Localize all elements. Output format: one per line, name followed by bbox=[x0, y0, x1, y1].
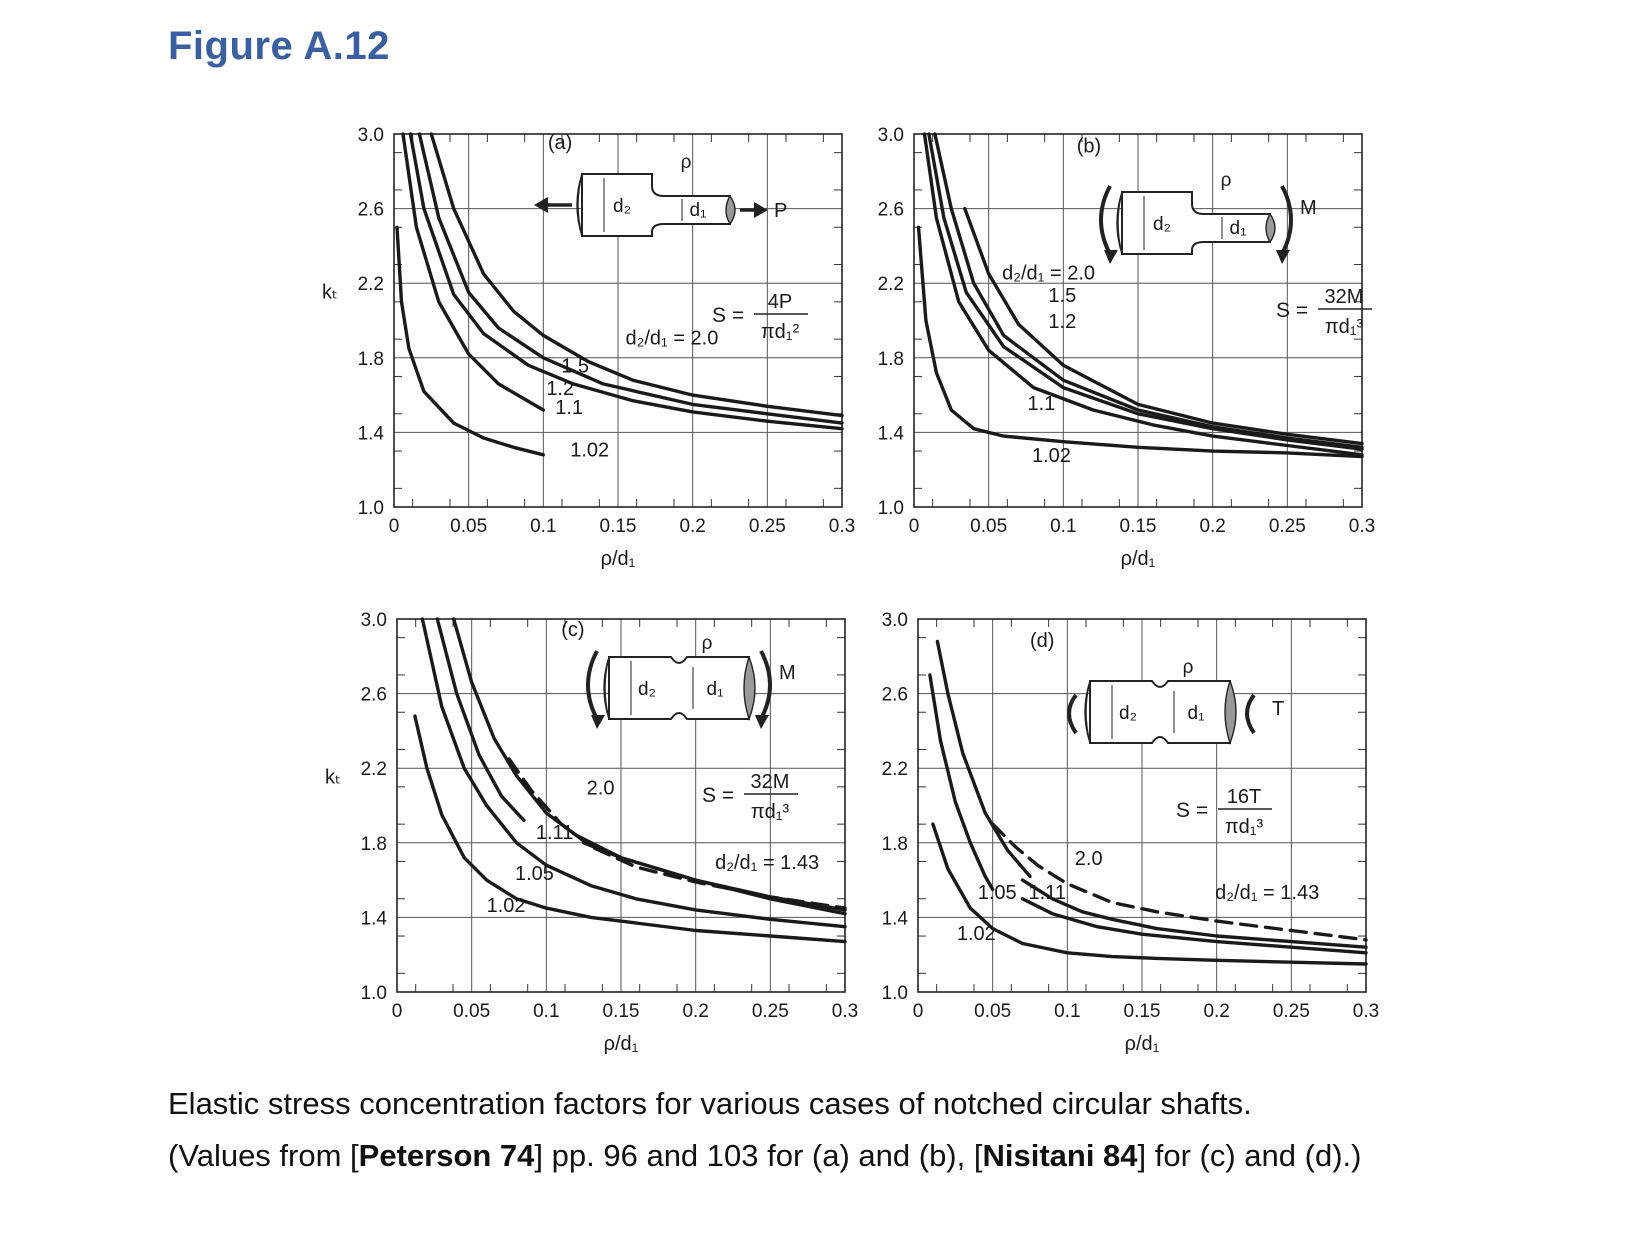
series-line-1.02 bbox=[415, 716, 845, 942]
d2-label: d₂ bbox=[1153, 214, 1171, 235]
curve-label-1.05: 1.05 bbox=[977, 881, 1017, 904]
curve-label-d-d-1.43: d₂/d₁ = 1.43 bbox=[715, 851, 820, 874]
curve-label-1.11: 1.11 bbox=[535, 822, 574, 845]
x-tick-label: 0.15 bbox=[602, 1001, 640, 1022]
y-tick-label: 2.2 bbox=[360, 759, 387, 781]
load-label: M bbox=[1300, 197, 1317, 219]
curve-label-d-d-1.43: d₂/d₁ = 1.43 bbox=[1215, 881, 1320, 904]
x-tick-label: 0.25 bbox=[751, 1001, 789, 1022]
arrowhead-down-icon bbox=[755, 715, 769, 729]
formula-numerator: 4P bbox=[767, 291, 793, 313]
x-tick-label: 0.2 bbox=[679, 516, 706, 537]
series-line-1.11 bbox=[937, 641, 1030, 876]
torque-arrow-left bbox=[1069, 695, 1076, 733]
curve-label-1.5: 1.5 bbox=[561, 355, 590, 378]
x-tick-label: 0 bbox=[388, 516, 400, 537]
x-tick-label: 0 bbox=[391, 1001, 403, 1022]
y-tick-label: 1.8 bbox=[881, 833, 908, 855]
shaft-outline bbox=[609, 657, 749, 719]
arrowhead-down-icon bbox=[591, 715, 605, 729]
curve-label-d-d-2.0: d₂/d₁ = 2.0 bbox=[1002, 262, 1096, 285]
d1-label: d₁ bbox=[1229, 218, 1247, 239]
formula-numerator: 16T bbox=[1226, 786, 1262, 808]
specimen-sketch bbox=[1101, 170, 1317, 264]
y-axis-label: kₜ bbox=[325, 766, 341, 789]
formula-denominator: πd₁³ bbox=[1324, 316, 1364, 338]
x-tick-label: 0.05 bbox=[970, 516, 1008, 537]
y-tick-label: 1.8 bbox=[360, 833, 387, 855]
load-label: P bbox=[774, 200, 788, 222]
x-tick-label: 0 bbox=[908, 516, 920, 537]
x-tick-label: 0.2 bbox=[682, 1001, 709, 1022]
caption-ref-peterson: Peterson 74 bbox=[358, 1138, 535, 1173]
y-tick-label: 2.2 bbox=[877, 274, 904, 296]
load-label: M bbox=[779, 662, 796, 684]
arrowhead-down-icon bbox=[1276, 250, 1290, 264]
y-tick-label: 1.0 bbox=[877, 498, 904, 519]
x-tick-label: 0.05 bbox=[453, 1001, 491, 1022]
d1-label: d₁ bbox=[1187, 703, 1205, 724]
curve-label-1.2: 1.2 bbox=[546, 378, 575, 401]
specimen-sketch bbox=[534, 152, 787, 236]
curve-label-2.0: 2.0 bbox=[1074, 848, 1103, 871]
panel-c bbox=[325, 610, 858, 1055]
d2-label: d₂ bbox=[1119, 703, 1137, 724]
x-axis-label: ρ/d₁ bbox=[1124, 1033, 1160, 1055]
y-tick-label: 2.6 bbox=[881, 684, 908, 706]
x-tick-label: 0.2 bbox=[1203, 1001, 1230, 1022]
y-tick-label: 3.0 bbox=[360, 610, 387, 631]
x-tick-label: 0.3 bbox=[1348, 516, 1376, 537]
x-tick-label: 0.1 bbox=[533, 1001, 560, 1022]
curve-label-2.0: 2.0 bbox=[586, 777, 615, 800]
y-tick-label: 1.4 bbox=[360, 908, 387, 930]
y-tick-label: 3.0 bbox=[881, 610, 908, 631]
x-axis-label: ρ/d₁ bbox=[1120, 548, 1156, 570]
caption-text-1: Elastic stress concentration factors for various cases of notched circular shafts. bbox=[168, 1086, 1252, 1121]
figure-caption bbox=[168, 1078, 1498, 1182]
x-tick-label: 0.3 bbox=[1352, 1001, 1380, 1022]
x-tick-label: 0.1 bbox=[1050, 516, 1077, 537]
d2-label: d₂ bbox=[638, 679, 656, 700]
rho-label: ρ bbox=[701, 633, 713, 654]
y-tick-label: 1.4 bbox=[877, 423, 904, 445]
curve-label-1.11: 1.11 bbox=[1028, 881, 1066, 904]
curve-label-1.1: 1.1 bbox=[1027, 393, 1056, 416]
y-tick-label: 2.2 bbox=[881, 759, 908, 781]
y-tick-label: 2.6 bbox=[357, 199, 384, 221]
y-tick-label: 3.0 bbox=[877, 125, 904, 146]
curve-label-1.05: 1.05 bbox=[514, 863, 554, 886]
x-tick-label: 0.15 bbox=[599, 516, 637, 537]
panel-d bbox=[882, 610, 1380, 1055]
x-tick-label: 0.25 bbox=[1272, 1001, 1310, 1022]
shaft-outline bbox=[1090, 681, 1230, 743]
x-tick-label: 0.25 bbox=[1268, 516, 1306, 537]
formula-lhs: S = bbox=[702, 784, 735, 807]
x-tick-label: 0.1 bbox=[530, 516, 557, 537]
curve-label-a: (a) bbox=[547, 131, 573, 154]
rho-label: ρ bbox=[1220, 170, 1232, 191]
curve-label-c: (c) bbox=[561, 618, 585, 641]
x-tick-label: 0.05 bbox=[974, 1001, 1012, 1022]
y-tick-label: 1.8 bbox=[357, 348, 384, 370]
series-line-1.05 bbox=[930, 675, 993, 889]
y-tick-label: 1.4 bbox=[881, 908, 908, 930]
curve-label-1.02: 1.02 bbox=[570, 439, 610, 462]
y-tick-label: 2.6 bbox=[360, 684, 387, 706]
arrowhead-left-icon bbox=[534, 197, 548, 213]
caption-text-3: ] pp. 96 and 103 for (a) and (b), [ bbox=[534, 1138, 983, 1173]
y-tick-label: 1.0 bbox=[881, 983, 908, 1004]
moment-arrow-right bbox=[1282, 186, 1291, 254]
y-tick-label: 3.0 bbox=[357, 125, 384, 146]
x-tick-label: 0.25 bbox=[748, 516, 786, 537]
d1-label: d₁ bbox=[689, 200, 707, 221]
panel-b bbox=[878, 125, 1376, 570]
specimen-sketch bbox=[1069, 657, 1284, 743]
curve-label-d: (d) bbox=[1030, 629, 1055, 652]
formula-denominator: πd₁² bbox=[760, 321, 800, 343]
panel-a bbox=[322, 125, 855, 570]
y-tick-label: 1.0 bbox=[360, 983, 387, 1004]
curve-label-b: (b) bbox=[1076, 135, 1102, 158]
y-axis-label: kₜ bbox=[322, 281, 338, 304]
moment-arrow-right bbox=[761, 651, 770, 719]
formula-numerator: 32M bbox=[1324, 286, 1364, 308]
formula-numerator: 32M bbox=[750, 771, 790, 793]
y-tick-label: 2.6 bbox=[877, 199, 904, 221]
series-line-1.1 bbox=[403, 134, 543, 410]
moment-arrow-left bbox=[1101, 186, 1110, 254]
series-line-1.02 bbox=[397, 227, 543, 454]
rho-label: ρ bbox=[680, 152, 692, 173]
x-axis-label: ρ/d₁ bbox=[600, 548, 636, 570]
curve-label-1.02: 1.02 bbox=[486, 894, 526, 917]
rho-label: ρ bbox=[1182, 657, 1194, 678]
curve-label-1.1: 1.1 bbox=[555, 396, 584, 419]
y-tick-label: 1.8 bbox=[877, 348, 904, 370]
caption-text-4: ] for (c) and (d).) bbox=[1137, 1138, 1362, 1173]
specimen-sketch bbox=[588, 633, 796, 729]
x-tick-label: 0 bbox=[912, 1001, 924, 1022]
series-line-1.2 bbox=[929, 134, 1362, 449]
x-axis-label: ρ/d₁ bbox=[603, 1033, 639, 1055]
caption-ref-nisitani: Nisitani 84 bbox=[982, 1138, 1138, 1173]
figure-title: Figure A.12 bbox=[168, 24, 390, 68]
x-tick-label: 0.05 bbox=[450, 516, 488, 537]
x-tick-label: 0.15 bbox=[1123, 1001, 1161, 1022]
formula-lhs: S = bbox=[712, 304, 745, 327]
curve-label-d-d-2.0: d₂/d₁ = 2.0 bbox=[625, 327, 719, 350]
arrowhead-right-icon bbox=[754, 202, 768, 218]
x-tick-label: 0.2 bbox=[1199, 516, 1226, 537]
formula-lhs: S = bbox=[1176, 799, 1209, 822]
torque-arrow-right bbox=[1247, 695, 1254, 733]
curve-label-1.2: 1.2 bbox=[1048, 310, 1077, 333]
curve-label-1.02: 1.02 bbox=[1031, 445, 1071, 468]
moment-arrow-left bbox=[588, 651, 597, 719]
series-line-1.11 bbox=[437, 619, 524, 820]
d1-label: d₁ bbox=[706, 679, 724, 700]
arrowhead-down-icon bbox=[1104, 250, 1118, 264]
x-tick-label: 0.15 bbox=[1119, 516, 1157, 537]
x-tick-label: 0.3 bbox=[828, 516, 856, 537]
hatch-end-right bbox=[1266, 214, 1275, 242]
formula-lhs: S = bbox=[1276, 299, 1309, 322]
caption-text-2: (Values from [ bbox=[168, 1138, 359, 1173]
x-tick-label: 0.3 bbox=[831, 1001, 859, 1022]
y-tick-label: 1.0 bbox=[357, 498, 384, 519]
hatch-end-right bbox=[726, 196, 735, 224]
curve-label-1.02: 1.02 bbox=[956, 922, 996, 945]
y-tick-label: 2.2 bbox=[357, 274, 384, 296]
formula-denominator: πd₁³ bbox=[750, 801, 790, 823]
x-tick-label: 0.1 bbox=[1054, 1001, 1081, 1022]
d2-label: d₂ bbox=[613, 196, 631, 217]
formula-denominator: πd₁³ bbox=[1224, 816, 1264, 838]
y-tick-label: 1.4 bbox=[357, 423, 384, 445]
load-label: T bbox=[1272, 698, 1285, 720]
curve-label-1.5: 1.5 bbox=[1048, 284, 1077, 307]
